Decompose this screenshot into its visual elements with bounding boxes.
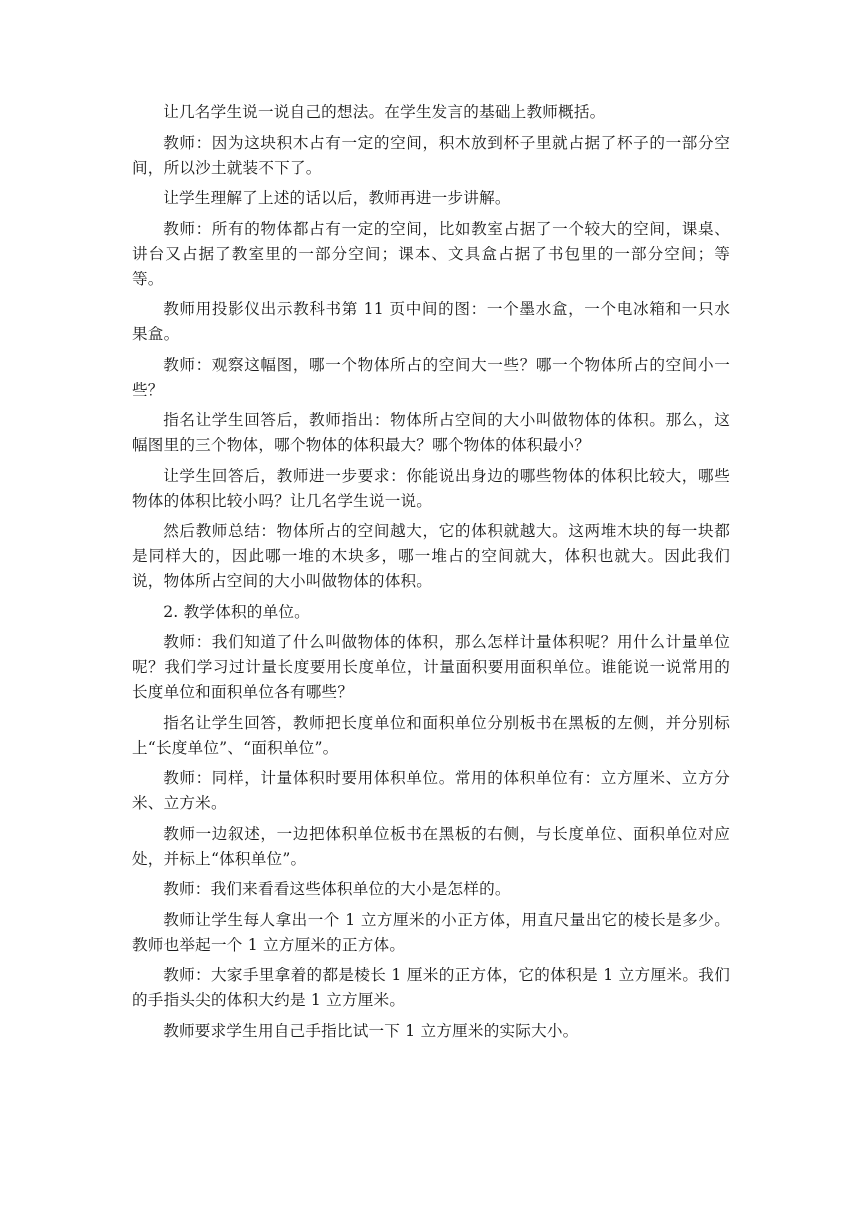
paragraph: 教师要求学生用自己手指比试一下 1 立方厘米的实际大小。 <box>163 1021 579 1040</box>
paragraph: 教师：大家手里拿着的都是棱长 1 厘米的正方体，它的体积是 1 立方厘米。我们的手指头尖的体积大约是 1 立方厘米。 <box>132 966 730 1009</box>
paragraph: 教师：同样，计量体积时要用体积单位。常用的体积单位有：立方厘米、立方分米、立方米。 <box>132 769 730 812</box>
paragraph: 让学生理解了上述的话以后，教师再进一步讲解。 <box>163 189 511 207</box>
paragraph: 教师一边叙述，一边把体积单位板书在黑板的右侧，与长度单位、面积单位对应处，并标上“体积单位”。 <box>132 824 730 868</box>
section-heading: 2. 教学体积的单位。 <box>163 602 310 621</box>
paragraph: 然后教师总结：物体所占的空间越大，它的体积就越大。这两堆木块的每一块都是同样大的，因此哪一堆的木块多，哪一堆占的空间就大，体积也就大。因此我们说，物体所占空间的大小叫做物体的体积。 <box>132 522 730 590</box>
paragraph: 教师用投影仪出示教科书第 11 页中间的图：一个墨水盒，一个电冰箱和一只水果盒。 <box>132 300 730 343</box>
document-page <box>132 100 730 1049</box>
paragraph: 教师让学生每人拿出一个 1 立方厘米的小正方体，用直尺量出它的棱长是多少。教师也举起一个 1 立方厘米的正方体。 <box>132 910 730 954</box>
paragraph: 指名让学生回答，教师把长度单位和面积单位分别板书在黑板的左侧，并分别标上“长度单位”、“面积单位”。 <box>132 713 730 757</box>
paragraph: 教师：所有的物体都占有一定的空间，比如教室占据了一个较大的空间，课桌、讲台又占据了教室里的一部分空间；课本、文具盒占据了书包里的一部分空间；等等。 <box>132 219 730 288</box>
paragraph: 让学生回答后，教师进一步要求：你能说出身边的哪些物体的体积比较大，哪些物体的体积比较小吗？让几名学生说一说。 <box>132 466 730 510</box>
paragraph: 让几名学生说一说自己的想法。在学生发言的基础上教师概括。 <box>163 103 606 121</box>
paragraph: 教师：观察这幅图，哪一个物体所占的空间大一些？哪一个物体所占的空间小一些？ <box>132 355 730 399</box>
paragraph: 指名让学生回答后，教师指出：物体所占空间的大小叫做物体的体积。那么，这幅图里的三个物体，哪个物体的体积最大？哪个物体的体积最小？ <box>132 411 730 454</box>
paragraph: 教师：我们来看看这些体积单位的大小是怎样的。 <box>163 880 511 898</box>
paragraph: 教师：我们知道了什么叫做物体的体积，那么怎样计量体积呢？用什么计量单位呢？我们学习过计量长度要用长度单位，计量面积要用面积单位。谁能说一说常用的长度单位和面积单位各有哪些？ <box>132 633 730 701</box>
paragraph: 教师：因为这块积木占有一定的空间，积木放到杯子里就占据了杯子的一部分空间，所以沙土就装不下了。 <box>132 133 730 177</box>
